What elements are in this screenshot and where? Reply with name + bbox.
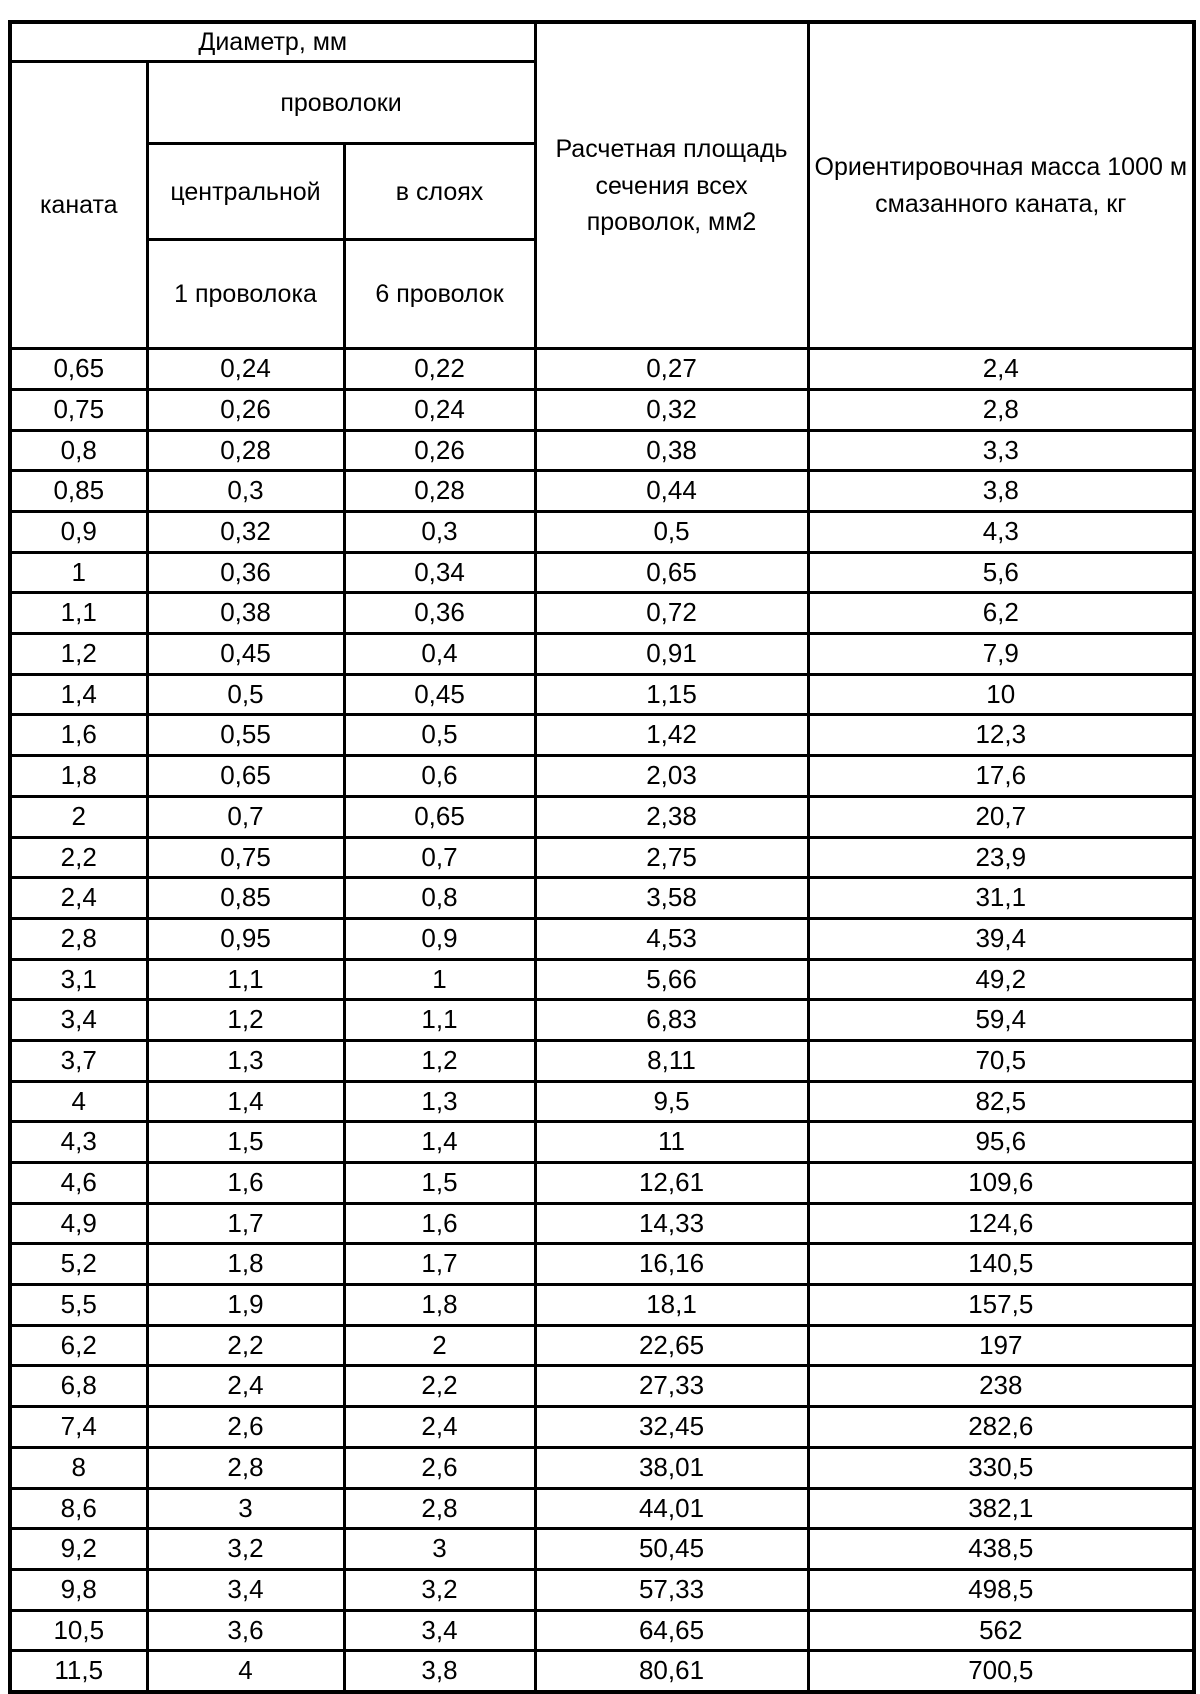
- layer-wire-diameter-cell: 1,1: [344, 1000, 535, 1041]
- layer-wire-diameter-cell: 0,5: [344, 715, 535, 756]
- central-wire-diameter-cell: 0,3: [147, 471, 344, 512]
- central-wire-diameter-cell: 3,4: [147, 1569, 344, 1610]
- central-wire-diameter-cell: 2,4: [147, 1366, 344, 1407]
- central-wire-count-header: 1 проволока: [147, 240, 344, 349]
- layer-wire-diameter-cell: 3,8: [344, 1651, 535, 1692]
- layer-wire-diameter-cell: 1,8: [344, 1285, 535, 1326]
- table-row: [10, 918, 1194, 959]
- central-wire-diameter-cell: 0,38: [147, 593, 344, 634]
- rope-diameter-cell: 9,8: [10, 1569, 147, 1610]
- cross-section-area-cell: 8,11: [535, 1040, 808, 1081]
- mass-per-1000m-cell: 109,6: [808, 1163, 1194, 1204]
- central-wire-diameter-cell: 1,2: [147, 1000, 344, 1041]
- layer-wire-diameter-cell: 1,6: [344, 1203, 535, 1244]
- mass-per-1000m-cell: 562: [808, 1610, 1194, 1651]
- wire-rope-table: [8, 20, 1196, 1694]
- central-wire-diameter-cell: 3,2: [147, 1529, 344, 1570]
- mass-per-1000m-cell: 5,6: [808, 552, 1194, 593]
- mass-per-1000m-cell: 498,5: [808, 1569, 1194, 1610]
- central-wire-diameter-cell: 0,5: [147, 674, 344, 715]
- rope-diameter-cell: 6,2: [10, 1325, 147, 1366]
- mass-per-1000m-cell: 59,4: [808, 1000, 1194, 1041]
- mass-per-1000m-cell: 6,2: [808, 593, 1194, 634]
- mass-per-1000m-cell: 140,5: [808, 1244, 1194, 1285]
- table-row: [10, 1529, 1194, 1570]
- layer-wire-diameter-cell: 0,22: [344, 349, 535, 390]
- layer-wire-diameter-cell: 2,6: [344, 1447, 535, 1488]
- table-row: [10, 634, 1194, 675]
- central-wire-diameter-cell: 1,8: [147, 1244, 344, 1285]
- table-row: [10, 1000, 1194, 1041]
- central-wire-diameter-cell: 0,26: [147, 389, 344, 430]
- layer-wire-diameter-cell: 0,4: [344, 634, 535, 675]
- mass-per-1000m-cell: 330,5: [808, 1447, 1194, 1488]
- rope-diameter-cell: 0,8: [10, 430, 147, 471]
- rope-diameter-cell: 0,75: [10, 389, 147, 430]
- table-row: [10, 552, 1194, 593]
- table-row: [10, 1163, 1194, 1204]
- table-row: [10, 796, 1194, 837]
- table-body: [10, 349, 1194, 1692]
- rope-diameter-cell: 2: [10, 796, 147, 837]
- cross-section-area-cell: 57,33: [535, 1569, 808, 1610]
- cross-section-area-cell: 14,33: [535, 1203, 808, 1244]
- mass-per-1000m-cell: 70,5: [808, 1040, 1194, 1081]
- layer-wire-diameter-cell: 0,36: [344, 593, 535, 634]
- rope-diameter-cell: 4: [10, 1081, 147, 1122]
- mass-per-1000m-cell: 17,6: [808, 756, 1194, 797]
- diameter-group-header: Диаметр, мм: [10, 22, 535, 62]
- cross-section-area-cell: 22,65: [535, 1325, 808, 1366]
- mass-per-1000m-cell: 700,5: [808, 1651, 1194, 1692]
- mass-per-1000m-cell: 10: [808, 674, 1194, 715]
- table-row: [10, 1447, 1194, 1488]
- central-wire-diameter-cell: 1,6: [147, 1163, 344, 1204]
- rope-diameter-cell: 4,6: [10, 1163, 147, 1204]
- table-row: [10, 349, 1194, 390]
- layer-wire-diameter-cell: 0,26: [344, 430, 535, 471]
- mass-per-1000m-cell: 95,6: [808, 1122, 1194, 1163]
- mass-per-1000m-cell: 238: [808, 1366, 1194, 1407]
- cross-section-area-cell: 2,38: [535, 796, 808, 837]
- table-row: [10, 430, 1194, 471]
- mass-per-1000m-cell: 197: [808, 1325, 1194, 1366]
- central-wire-diameter-cell: 1,3: [147, 1040, 344, 1081]
- central-wire-diameter-cell: 0,36: [147, 552, 344, 593]
- cross-section-area-cell: 9,5: [535, 1081, 808, 1122]
- wires-group-header: проволоки: [147, 62, 535, 144]
- central-wire-diameter-cell: 2,6: [147, 1407, 344, 1448]
- rope-diameter-cell: 11,5: [10, 1651, 147, 1692]
- table-row: [10, 1040, 1194, 1081]
- mass-per-1000m-cell: 124,6: [808, 1203, 1194, 1244]
- table-row: [10, 471, 1194, 512]
- table-header: [10, 22, 1194, 349]
- rope-diameter-cell: 5,5: [10, 1285, 147, 1326]
- cross-section-area-cell: 0,65: [535, 552, 808, 593]
- rope-diameter-cell: 7,4: [10, 1407, 147, 1448]
- mass-per-1000m-cell: 39,4: [808, 918, 1194, 959]
- table-row: [10, 959, 1194, 1000]
- rope-diameter-cell: 2,8: [10, 918, 147, 959]
- central-wire-diameter-cell: 0,28: [147, 430, 344, 471]
- rope-diameter-cell: 0,9: [10, 512, 147, 553]
- table-row: [10, 389, 1194, 430]
- rope-diameter-cell: 1,8: [10, 756, 147, 797]
- cross-section-area-cell: 0,5: [535, 512, 808, 553]
- table-row: [10, 1407, 1194, 1448]
- layer-wire-diameter-cell: 0,3: [344, 512, 535, 553]
- rope-diameter-cell: 8,6: [10, 1488, 147, 1529]
- layer-wire-diameter-cell: 1,7: [344, 1244, 535, 1285]
- mass-per-1000m-cell: 157,5: [808, 1285, 1194, 1326]
- table-row: [10, 674, 1194, 715]
- table-row: [10, 1122, 1194, 1163]
- mass-per-1000m-cell: 282,6: [808, 1407, 1194, 1448]
- table-row: [10, 1488, 1194, 1529]
- layer-wire-diameter-cell: 3: [344, 1529, 535, 1570]
- layer-wire-count-header: 6 проволок: [344, 240, 535, 349]
- layer-wire-diameter-cell: 0,45: [344, 674, 535, 715]
- cross-section-area-cell: 64,65: [535, 1610, 808, 1651]
- layer-wire-diameter-cell: 2,4: [344, 1407, 535, 1448]
- rope-diameter-cell: 1,4: [10, 674, 147, 715]
- rope-diameter-cell: 4,9: [10, 1203, 147, 1244]
- cross-section-area-header: Расчетная площадь сечения всех проволок, мм2: [535, 22, 808, 349]
- cross-section-area-cell: 27,33: [535, 1366, 808, 1407]
- rope-diameter-cell: 9,2: [10, 1529, 147, 1570]
- central-wire-diameter-cell: 0,85: [147, 878, 344, 919]
- table-row: [10, 837, 1194, 878]
- mass-per-1000m-cell: 2,8: [808, 389, 1194, 430]
- rope-diameter-cell: 6,8: [10, 1366, 147, 1407]
- layer-wire-diameter-cell: 0,9: [344, 918, 535, 959]
- layer-wire-diameter-cell: 0,6: [344, 756, 535, 797]
- central-wire-diameter-cell: 0,95: [147, 918, 344, 959]
- cross-section-area-cell: 0,27: [535, 349, 808, 390]
- layer-wire-diameter-cell: 0,24: [344, 389, 535, 430]
- cross-section-area-cell: 80,61: [535, 1651, 808, 1692]
- mass-per-1000m-cell: 3,3: [808, 430, 1194, 471]
- layer-wire-diameter-cell: 2,2: [344, 1366, 535, 1407]
- layer-wire-diameter-cell: 2: [344, 1325, 535, 1366]
- rope-diameter-cell: 8: [10, 1447, 147, 1488]
- central-wire-diameter-cell: 1,9: [147, 1285, 344, 1326]
- layer-wire-diameter-cell: 3,2: [344, 1569, 535, 1610]
- rope-diameter-cell: 1,2: [10, 634, 147, 675]
- table-row: [10, 1366, 1194, 1407]
- rope-diameter-cell: 2,4: [10, 878, 147, 919]
- rope-diameter-cell: 10,5: [10, 1610, 147, 1651]
- header-row-diameter: [10, 22, 1194, 62]
- cross-section-area-cell: 44,01: [535, 1488, 808, 1529]
- mass-per-1000m-cell: 20,7: [808, 796, 1194, 837]
- cross-section-area-cell: 5,66: [535, 959, 808, 1000]
- rope-diameter-cell: 1: [10, 552, 147, 593]
- mass-per-1000m-cell: 438,5: [808, 1529, 1194, 1570]
- table-row: [10, 1325, 1194, 1366]
- cross-section-area-cell: 6,83: [535, 1000, 808, 1041]
- table-row: [10, 756, 1194, 797]
- layer-wire-diameter-cell: 0,28: [344, 471, 535, 512]
- cross-section-area-cell: 0,38: [535, 430, 808, 471]
- cross-section-area-cell: 3,58: [535, 878, 808, 919]
- cross-section-area-cell: 1,42: [535, 715, 808, 756]
- table-row: [10, 1203, 1194, 1244]
- cross-section-area-cell: 38,01: [535, 1447, 808, 1488]
- rope-diameter-cell: 5,2: [10, 1244, 147, 1285]
- layer-wire-diameter-cell: 0,7: [344, 837, 535, 878]
- central-wire-diameter-cell: 3: [147, 1488, 344, 1529]
- cross-section-area-cell: 2,03: [535, 756, 808, 797]
- cross-section-area-cell: 0,32: [535, 389, 808, 430]
- mass-per-1000m-cell: 7,9: [808, 634, 1194, 675]
- layer-wire-diameter-cell: 1,3: [344, 1081, 535, 1122]
- central-wire-diameter-cell: 1,7: [147, 1203, 344, 1244]
- table-row: [10, 512, 1194, 553]
- central-wire-diameter-cell: 1,4: [147, 1081, 344, 1122]
- mass-per-1000m-cell: 4,3: [808, 512, 1194, 553]
- layer-wire-diameter-cell: 1,2: [344, 1040, 535, 1081]
- cross-section-area-cell: 0,44: [535, 471, 808, 512]
- rope-diameter-cell: 3,1: [10, 959, 147, 1000]
- table-row: [10, 1610, 1194, 1651]
- rope-diameter-cell: 1,6: [10, 715, 147, 756]
- rope-diameter-cell: 4,3: [10, 1122, 147, 1163]
- layer-wire-header: в слоях: [344, 144, 535, 240]
- layer-wire-diameter-cell: 0,34: [344, 552, 535, 593]
- cross-section-area-cell: 0,72: [535, 593, 808, 634]
- layer-wire-diameter-cell: 2,8: [344, 1488, 535, 1529]
- central-wire-diameter-cell: 0,45: [147, 634, 344, 675]
- mass-per-1000m-cell: 23,9: [808, 837, 1194, 878]
- central-wire-diameter-cell: 1,5: [147, 1122, 344, 1163]
- central-wire-diameter-cell: 3,6: [147, 1610, 344, 1651]
- cross-section-area-cell: 32,45: [535, 1407, 808, 1448]
- rope-diameter-cell: 3,7: [10, 1040, 147, 1081]
- central-wire-diameter-cell: 1,1: [147, 959, 344, 1000]
- cross-section-area-cell: 12,61: [535, 1163, 808, 1204]
- central-wire-diameter-cell: 0,7: [147, 796, 344, 837]
- mass-per-1000m-cell: 2,4: [808, 349, 1194, 390]
- rope-diameter-header: каната: [10, 62, 147, 349]
- mass-per-1000m-cell: 82,5: [808, 1081, 1194, 1122]
- table-row: [10, 1285, 1194, 1326]
- table-row: [10, 878, 1194, 919]
- central-wire-diameter-cell: 0,75: [147, 837, 344, 878]
- cross-section-area-cell: 2,75: [535, 837, 808, 878]
- layer-wire-diameter-cell: 1,5: [344, 1163, 535, 1204]
- central-wire-diameter-cell: 0,65: [147, 756, 344, 797]
- central-wire-diameter-cell: 0,24: [147, 349, 344, 390]
- table-row: [10, 1081, 1194, 1122]
- table-wrap: [8, 20, 1196, 1694]
- table-row: [10, 1244, 1194, 1285]
- layer-wire-diameter-cell: 3,4: [344, 1610, 535, 1651]
- layer-wire-diameter-cell: 0,65: [344, 796, 535, 837]
- rope-diameter-cell: 0,65: [10, 349, 147, 390]
- central-wire-diameter-cell: 2,2: [147, 1325, 344, 1366]
- rope-diameter-cell: 3,4: [10, 1000, 147, 1041]
- layer-wire-diameter-cell: 1: [344, 959, 535, 1000]
- mass-per-1000m-cell: 49,2: [808, 959, 1194, 1000]
- central-wire-header: центральной: [147, 144, 344, 240]
- cross-section-area-cell: 11: [535, 1122, 808, 1163]
- central-wire-diameter-cell: 2,8: [147, 1447, 344, 1488]
- table-row: [10, 1569, 1194, 1610]
- mass-per-1000m-cell: 3,8: [808, 471, 1194, 512]
- cross-section-area-cell: 16,16: [535, 1244, 808, 1285]
- cross-section-area-cell: 18,1: [535, 1285, 808, 1326]
- central-wire-diameter-cell: 0,32: [147, 512, 344, 553]
- mass-per-1000m-cell: 12,3: [808, 715, 1194, 756]
- rope-diameter-cell: 1,1: [10, 593, 147, 634]
- mass-per-1000m-cell: 31,1: [808, 878, 1194, 919]
- central-wire-diameter-cell: 4: [147, 1651, 344, 1692]
- cross-section-area-cell: 4,53: [535, 918, 808, 959]
- central-wire-diameter-cell: 0,55: [147, 715, 344, 756]
- layer-wire-diameter-cell: 0,8: [344, 878, 535, 919]
- rope-diameter-cell: 0,85: [10, 471, 147, 512]
- layer-wire-diameter-cell: 1,4: [344, 1122, 535, 1163]
- mass-per-1000m-header: Ориентировочная масса 1000 м смазанного каната, кг: [808, 22, 1194, 349]
- cross-section-area-cell: 0,91: [535, 634, 808, 675]
- table-row: [10, 1651, 1194, 1692]
- rope-diameter-cell: 2,2: [10, 837, 147, 878]
- table-row: [10, 715, 1194, 756]
- table-row: [10, 593, 1194, 634]
- mass-per-1000m-cell: 382,1: [808, 1488, 1194, 1529]
- cross-section-area-cell: 50,45: [535, 1529, 808, 1570]
- cross-section-area-cell: 1,15: [535, 674, 808, 715]
